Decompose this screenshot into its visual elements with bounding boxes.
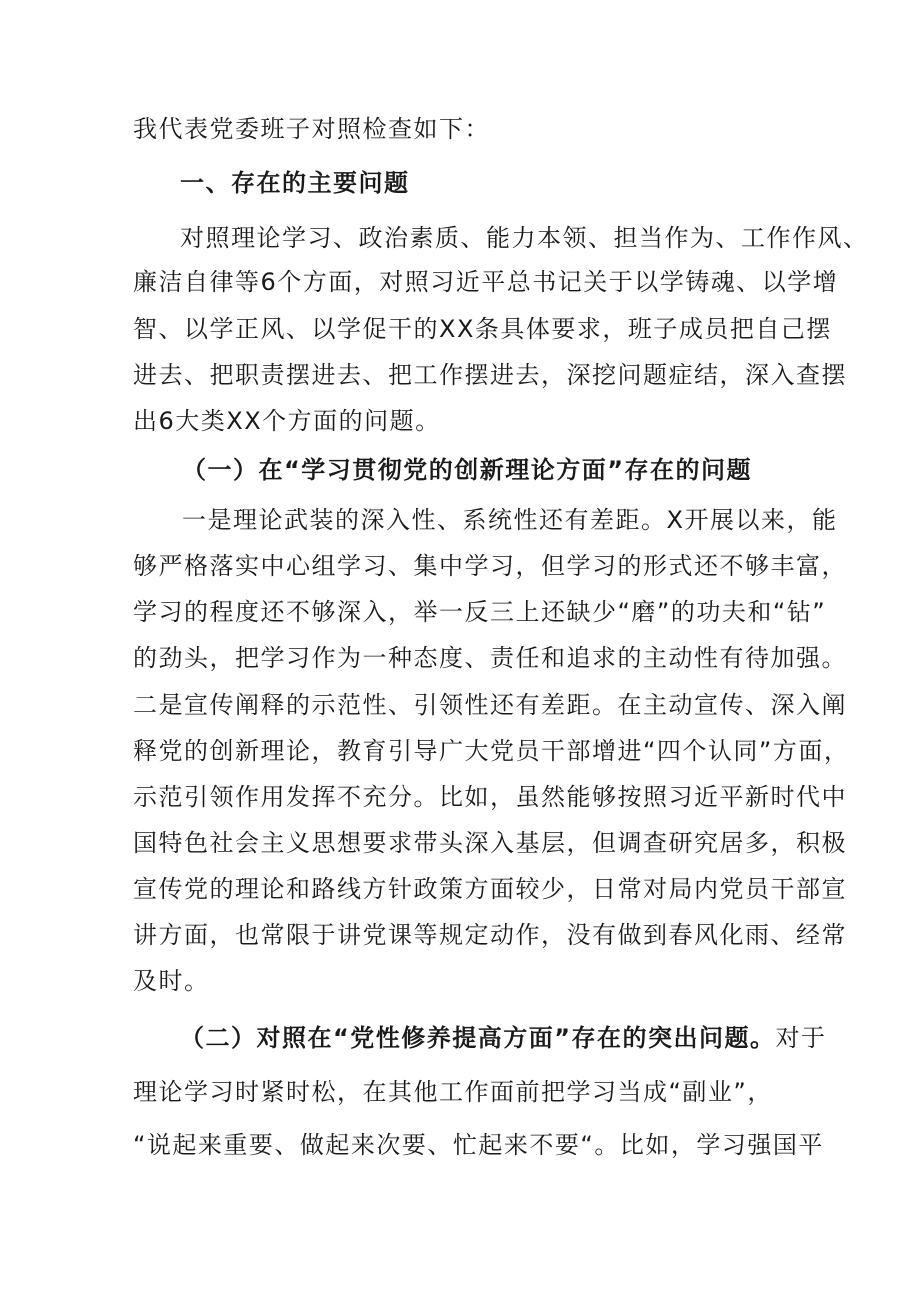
paragraph-line: 理论学习时紧时松，在其他工作面前把学习当成“副业”， (133, 1078, 773, 1106)
paragraph-line: 对照理论学习、政治素质、能力本领、担当作为、工作作风、 (180, 224, 869, 252)
paragraph-line: 学习的程度还不够深入，举一反三上还缺少“磨”的功夫和“钻” (133, 598, 827, 626)
paragraph-line: 一是理论武装的深入性、系统性还有差距。X开展以来，能 (182, 506, 838, 534)
paragraph-line: 国特色社会主义思想要求带头深入基层，但调查研究居多，积极 (133, 829, 847, 857)
paragraph-line: 示范引领作用发挥不充分。比如，虽然能够按照习近平新时代中 (133, 783, 847, 811)
paragraph-line: 的劲头，把学习作为一种态度、责任和追求的主动性有待加强。 (133, 644, 847, 672)
paragraph-line: 二是宣传阐释的示范性、引领性还有差距。在主动宣传、深入阐 (133, 691, 847, 719)
paragraph-line: 宣传党的理论和路线方针政策方面较少，日常对局内党员干部宣 (133, 875, 847, 903)
paragraph-line: 出6大类XX个方面的问题。 (133, 407, 441, 435)
subsection-heading: （二）对照在“党性修养提高方面”存在的突出问题。 (180, 1024, 776, 1052)
paragraph-line: 讲方面，也常限于讲党课等规定动作，没有做到春风化雨、经常 (133, 921, 847, 949)
paragraph-line: 智、以学正风、以学促干的XX条具体要求，班子成员把自己摆 (133, 315, 832, 343)
paragraph-line: “说起来重要、做起来次要、忙起来不要“。比如，学习强国平 (133, 1131, 824, 1159)
paragraph-line: 释党的创新理论，教育引导广大党员干部增进“四个认同”方面， (133, 737, 850, 765)
paragraph-line: 廉洁自律等6个方面，对照习近平总书记关于以学铸魂、以学增 (133, 268, 839, 296)
paragraph-line: 进去、把职责摆进去、把工作摆进去，深挖问题症结，深入查摆 (133, 361, 847, 389)
subsection-heading: （一）在“学习贯彻党的创新理论方面”存在的问题 (182, 456, 753, 484)
paragraph-line: 够严格落实中心组学习、集中学习，但学习的形式还不够丰富， (133, 552, 847, 580)
paragraph-line: 及时。 (133, 967, 210, 995)
section-heading: 一、存在的主要问题 (180, 169, 410, 197)
paragraph-text: 对于 (775, 1024, 827, 1052)
intro-line: 我代表党委班子对照检查如下： (133, 115, 490, 143)
